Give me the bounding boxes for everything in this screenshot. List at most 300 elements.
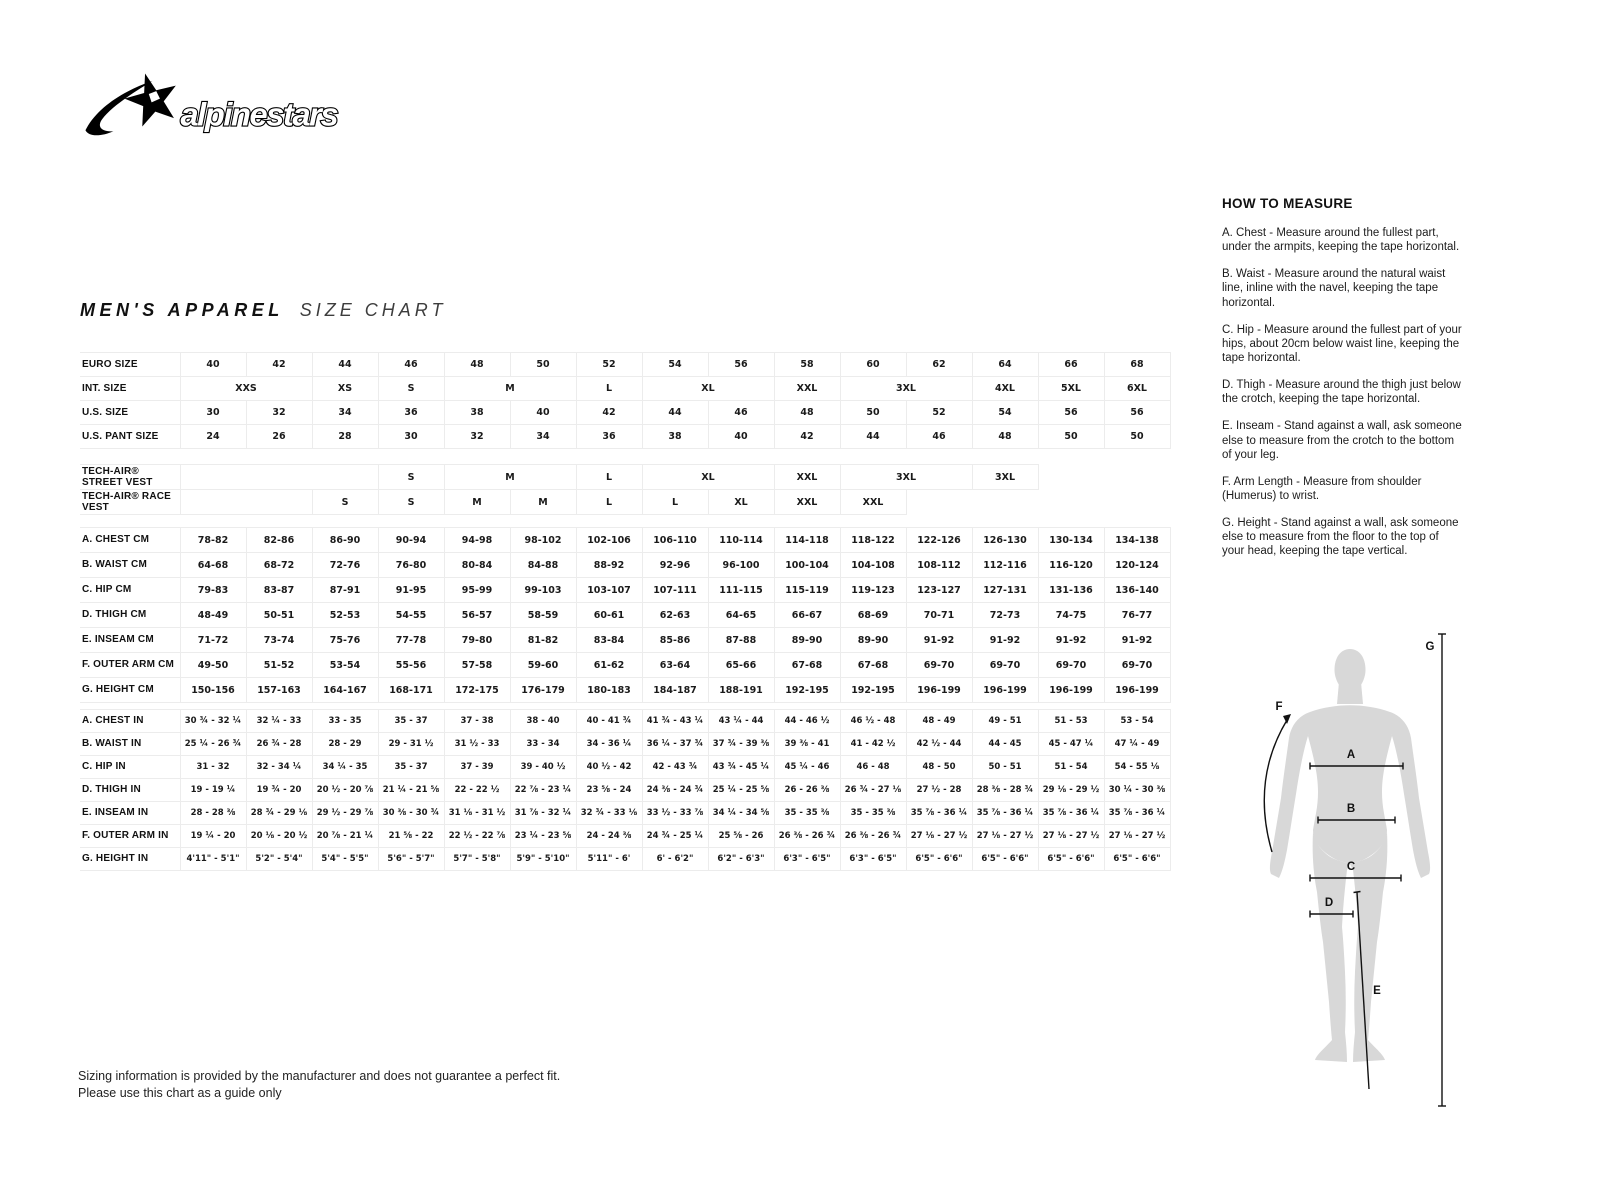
size-cell: 134-138: [1104, 528, 1170, 553]
size-cell: 47 ¼ - 49: [1104, 733, 1170, 756]
size-cell: 168-171: [378, 678, 444, 703]
row-label: F. OUTER ARM IN: [80, 825, 180, 848]
size-cell: 34 - 36 ¼: [576, 733, 642, 756]
size-cell: 102-106: [576, 528, 642, 553]
size-cell: 55-56: [378, 653, 444, 678]
measure-instruction: E. Inseam - Stand against a wall, ask someone else to measure from the crotch to the bottom of your leg.: [1222, 420, 1462, 461]
size-cell: 62-63: [642, 603, 708, 628]
size-cell: 6'5" - 6'6": [1038, 848, 1104, 871]
size-cell: 3XL: [972, 465, 1038, 490]
table-row: [80, 678, 1170, 703]
size-cell: M: [444, 490, 510, 515]
size-cell: 99-103: [510, 578, 576, 603]
size-cell: 122-126: [906, 528, 972, 553]
size-cell: S: [378, 465, 444, 490]
size-cell: 184-187: [642, 678, 708, 703]
row-label: C. HIP IN: [80, 756, 180, 779]
size-cell: 69-70: [972, 653, 1038, 678]
size-cell: 20 ½ - 20 ⅞: [312, 779, 378, 802]
size-cell: 64-65: [708, 603, 774, 628]
size-cell: 91-95: [378, 578, 444, 603]
size-cell: 5'6" - 5'7": [378, 848, 444, 871]
size-cell: 67-68: [840, 653, 906, 678]
size-cell: S: [378, 490, 444, 515]
size-cell: 70-71: [906, 603, 972, 628]
size-cell: 29 ⅛ - 29 ½: [1038, 779, 1104, 802]
size-cell: 42: [246, 353, 312, 377]
size-cell: 37 ¾ - 39 ⅜: [708, 733, 774, 756]
size-cell: 35 - 35 ⅜: [774, 802, 840, 825]
size-cell: 26 ¾ - 28: [246, 733, 312, 756]
size-cell: 48-49: [180, 603, 246, 628]
size-cell: 34: [510, 425, 576, 449]
size-cell: 43 ¼ - 44: [708, 710, 774, 733]
label-hip: C: [1346, 861, 1356, 873]
size-cell: 5'11" - 6': [576, 848, 642, 871]
size-cell: 46: [378, 353, 444, 377]
size-cell: 3XL: [840, 377, 972, 401]
size-cell: 136-140: [1104, 578, 1170, 603]
size-cell: 81-82: [510, 628, 576, 653]
alpinestars-star-icon: [85, 73, 175, 135]
size-cell: 44 - 46 ½: [774, 710, 840, 733]
size-cell: 32 ¼ - 33: [246, 710, 312, 733]
measure-instruction: C. Hip - Measure around the fullest part of your hips, about 20cm below waist line, keeping the tape horizontal.: [1222, 323, 1462, 364]
size-cell: 56-57: [444, 603, 510, 628]
size-cell: 120-124: [1104, 553, 1170, 578]
size-cell: 26: [246, 425, 312, 449]
size-cell: 83-84: [576, 628, 642, 653]
measure-instruction: F. Arm Length - Measure from shoulder (Humerus) to wrist.: [1222, 475, 1422, 502]
size-cell: 30 ¾ - 32 ¼: [180, 710, 246, 733]
size-cell: 106-110: [642, 528, 708, 553]
size-cell: 71-72: [180, 628, 246, 653]
size-cell: 77-78: [378, 628, 444, 653]
size-cell: 22 ½ - 22 ⅞: [444, 825, 510, 848]
size-cell: 33 - 34: [510, 733, 576, 756]
size-cell: 24: [180, 425, 246, 449]
size-cell: 50: [1038, 425, 1104, 449]
size-cell: L: [642, 490, 708, 515]
size-cell: 36 ¼ - 37 ¾: [642, 733, 708, 756]
size-cell: 63-64: [642, 653, 708, 678]
body-measurement-diagram: [1225, 612, 1455, 1117]
size-cell: 110-114: [708, 528, 774, 553]
size-cell: 26 ¾ - 27 ⅛: [840, 779, 906, 802]
size-cell: 130-134: [1038, 528, 1104, 553]
size-cell: 50 - 51: [972, 756, 1038, 779]
size-cell: 30: [180, 401, 246, 425]
size-cell: 25 ¼ - 26 ¾: [180, 733, 246, 756]
size-cell: 35 ⅞ - 36 ¼: [1038, 802, 1104, 825]
row-label: E. INSEAM CM: [80, 628, 180, 653]
size-cell: XXL: [774, 465, 840, 490]
size-cell: 196-199: [972, 678, 1038, 703]
size-cell: 27 ½ - 28: [906, 779, 972, 802]
row-label: E. INSEAM IN: [80, 802, 180, 825]
size-cell: 49 - 51: [972, 710, 1038, 733]
size-cell: 45 - 47 ¼: [1038, 733, 1104, 756]
size-cell: 44: [312, 353, 378, 377]
size-cell: 30 ⅜ - 30 ¾: [378, 802, 444, 825]
size-cell: 108-112: [906, 553, 972, 578]
table-row: [80, 465, 1170, 490]
size-cell: 118-122: [840, 528, 906, 553]
table-row: [80, 578, 1170, 603]
size-cell: 42: [576, 401, 642, 425]
size-cell: 29 ½ - 29 ⅞: [312, 802, 378, 825]
size-cell: 32: [246, 401, 312, 425]
size-cell: 123-127: [906, 578, 972, 603]
table-row: [80, 553, 1170, 578]
table-row: [80, 603, 1170, 628]
size-cell: 52: [576, 353, 642, 377]
empty-cell: [1038, 465, 1170, 490]
size-cell: 54: [642, 353, 708, 377]
size-cell: 5'7" - 5'8": [444, 848, 510, 871]
size-cell: 46: [708, 401, 774, 425]
size-cell: 6' - 6'2": [642, 848, 708, 871]
row-label: EURO SIZE: [80, 353, 180, 377]
size-cell: 5XL: [1038, 377, 1104, 401]
size-cell: 104-108: [840, 553, 906, 578]
size-cell: 6XL: [1104, 377, 1170, 401]
size-cell: 6'3" - 6'5": [774, 848, 840, 871]
disclaimer-line2: Please use this chart as a guide only: [78, 1085, 282, 1100]
table-row: [80, 779, 1170, 802]
table-row: [80, 825, 1170, 848]
size-cell: 69-70: [1104, 653, 1170, 678]
size-cell: 75-76: [312, 628, 378, 653]
size-cell: 37 - 39: [444, 756, 510, 779]
size-cell: 41 ¾ - 43 ¼: [642, 710, 708, 733]
size-cell: 56: [708, 353, 774, 377]
size-cell: 19 - 19 ¼: [180, 779, 246, 802]
size-cell: 27 ⅛ - 27 ½: [906, 825, 972, 848]
size-cell: 150-156: [180, 678, 246, 703]
size-cell: XL: [642, 377, 774, 401]
size-cell: 40 - 41 ¾: [576, 710, 642, 733]
size-cell: 40: [510, 401, 576, 425]
size-cell: 60-61: [576, 603, 642, 628]
table-row: [80, 401, 1170, 425]
size-cell: 39 - 40 ½: [510, 756, 576, 779]
size-cell: XL: [642, 465, 774, 490]
size-cell: 180-183: [576, 678, 642, 703]
how-to-measure-section: [1222, 196, 1464, 572]
size-cell: 157-163: [246, 678, 312, 703]
size-cell: 37 - 38: [444, 710, 510, 733]
size-cell: 43 ¾ - 45 ¼: [708, 756, 774, 779]
size-cell: 46 ½ - 48: [840, 710, 906, 733]
size-cell: 172-175: [444, 678, 510, 703]
size-cell: 35 - 37: [378, 756, 444, 779]
size-cell: 41 - 42 ½: [840, 733, 906, 756]
size-conversion-table: [80, 352, 1171, 449]
size-cell: 28: [312, 425, 378, 449]
row-label: TECH-AIR® RACE VEST: [80, 490, 180, 515]
size-cell: 36: [576, 425, 642, 449]
empty-cell: [180, 465, 378, 490]
size-cell: 25 ¼ - 25 ⅝: [708, 779, 774, 802]
size-cell: 31 ½ - 33: [444, 733, 510, 756]
size-cell: 82-86: [246, 528, 312, 553]
size-cell: 114-118: [774, 528, 840, 553]
measure-instruction: D. Thigh - Measure around the thigh just below the crotch, keeping the tape horizontal.: [1222, 379, 1461, 406]
size-cell: 22 - 22 ½: [444, 779, 510, 802]
size-cell: 23 ⅝ - 24: [576, 779, 642, 802]
size-cell: 192-195: [840, 678, 906, 703]
size-cell: 48 - 50: [906, 756, 972, 779]
size-cell: XXL: [774, 377, 840, 401]
size-cell: 119-123: [840, 578, 906, 603]
row-label: F. OUTER ARM CM: [80, 653, 180, 678]
size-cell: 33 - 35: [312, 710, 378, 733]
disclaimer-line1: Sizing information is provided by the manufacturer and does not guarantee a perfect fit.: [78, 1069, 561, 1083]
size-cell: 60: [840, 353, 906, 377]
size-cell: 54 - 55 ⅛: [1104, 756, 1170, 779]
size-cell: 5'4" - 5'5": [312, 848, 378, 871]
size-cell: 38: [642, 425, 708, 449]
row-label: INT. SIZE: [80, 377, 180, 401]
size-cell: 44: [840, 425, 906, 449]
size-cell: 4'11" - 5'1": [180, 848, 246, 871]
size-cell: 61-62: [576, 653, 642, 678]
size-cell: 50: [840, 401, 906, 425]
size-cell: XXL: [774, 490, 840, 515]
size-cell: 56: [1104, 401, 1170, 425]
size-cell: 42 ½ - 44: [906, 733, 972, 756]
size-cell: 46: [906, 425, 972, 449]
size-cell: 39 ⅜ - 41: [774, 733, 840, 756]
how-to-measure-heading: HOW TO MEASURE: [1222, 196, 1353, 211]
label-thigh: D: [1324, 897, 1334, 909]
size-cell: 85-86: [642, 628, 708, 653]
size-cell: 53 - 54: [1104, 710, 1170, 733]
size-cell: L: [576, 465, 642, 490]
size-cell: 24 - 24 ⅜: [576, 825, 642, 848]
page-title-main: MEN'S APPAREL: [80, 300, 284, 320]
row-label: B. WAIST CM: [80, 553, 180, 578]
size-cell: 48: [972, 425, 1038, 449]
size-cell: 32: [444, 425, 510, 449]
size-cell: 27 ⅛ - 27 ½: [1104, 825, 1170, 848]
row-label: C. HIP CM: [80, 578, 180, 603]
size-cell: 44 - 45: [972, 733, 1038, 756]
label-chest: A: [1346, 749, 1356, 761]
table-row: [80, 425, 1170, 449]
size-cell: 64: [972, 353, 1038, 377]
size-cell: 79-80: [444, 628, 510, 653]
size-cell: 34 ¼ - 34 ⅝: [708, 802, 774, 825]
size-cell: 91-92: [1104, 628, 1170, 653]
size-cell: 188-191: [708, 678, 774, 703]
size-cell: 48: [774, 401, 840, 425]
size-cell: 28 ¾ - 29 ⅛: [246, 802, 312, 825]
table-row: [80, 490, 1170, 515]
disclaimer: [78, 1068, 560, 1102]
label-height: G: [1425, 641, 1435, 653]
size-cell: 126-130: [972, 528, 1038, 553]
size-cell: 27 ⅛ - 27 ½: [1038, 825, 1104, 848]
size-cell: 91-92: [906, 628, 972, 653]
size-cell: 54: [972, 401, 1038, 425]
table-row: [80, 377, 1170, 401]
size-cell: 87-88: [708, 628, 774, 653]
size-cell: 103-107: [576, 578, 642, 603]
size-cell: 40: [708, 425, 774, 449]
row-label: D. THIGH IN: [80, 779, 180, 802]
size-cell: 53-54: [312, 653, 378, 678]
size-cell: 72-73: [972, 603, 1038, 628]
how-to-measure-list: [1222, 226, 1464, 559]
size-cell: 196-199: [906, 678, 972, 703]
table-row: [80, 710, 1170, 733]
size-cell: 31 - 32: [180, 756, 246, 779]
size-cell: 6'2" - 6'3": [708, 848, 774, 871]
size-cell: 89-90: [774, 628, 840, 653]
size-cell: 31 ⅞ - 32 ¼: [510, 802, 576, 825]
size-cell: 42 - 43 ¾: [642, 756, 708, 779]
size-cell: 38: [444, 401, 510, 425]
size-cell: 51 - 54: [1038, 756, 1104, 779]
page-title: [80, 300, 446, 321]
size-cell: 5'2" - 5'4": [246, 848, 312, 871]
size-cell: 24 ¾ - 25 ¼: [642, 825, 708, 848]
size-cell: 32 ¾ - 33 ⅛: [576, 802, 642, 825]
table-row: [80, 802, 1170, 825]
size-cell: 35 ⅞ - 36 ¼: [1104, 802, 1170, 825]
size-cell: 35 ⅞ - 36 ¼: [906, 802, 972, 825]
size-cell: 6'5" - 6'6": [906, 848, 972, 871]
size-cell: 73-74: [246, 628, 312, 653]
size-cell: 79-83: [180, 578, 246, 603]
size-cell: 3XL: [840, 465, 972, 490]
size-cell: 52: [906, 401, 972, 425]
row-label: G. HEIGHT CM: [80, 678, 180, 703]
size-cell: 27 ⅛ - 27 ½: [972, 825, 1038, 848]
size-cell: XXS: [180, 377, 312, 401]
measure-instruction: G. Height - Stand against a wall, ask someone else to measure from the floor to the top of your head, keeping the tape vertical.: [1222, 517, 1459, 558]
row-label: B. WAIST IN: [80, 733, 180, 756]
size-cell: XL: [708, 490, 774, 515]
size-cell: 98-102: [510, 528, 576, 553]
table-row: [80, 653, 1170, 678]
size-cell: 42: [774, 425, 840, 449]
size-cell: 50: [1104, 425, 1170, 449]
row-label: D. THIGH CM: [80, 603, 180, 628]
size-cell: 35 - 37: [378, 710, 444, 733]
size-cell: 95-99: [444, 578, 510, 603]
size-cell: 45 ¼ - 46: [774, 756, 840, 779]
size-cell: 24 ⅜ - 24 ¾: [642, 779, 708, 802]
table-row: [80, 353, 1170, 377]
size-cell: XS: [312, 377, 378, 401]
size-cell: 48 - 49: [906, 710, 972, 733]
size-cell: 28 ⅜ - 28 ¾: [972, 779, 1038, 802]
size-cell: 50: [510, 353, 576, 377]
table-row: [80, 733, 1170, 756]
size-cell: 68-69: [840, 603, 906, 628]
size-cell: 56: [1038, 401, 1104, 425]
size-cell: 68: [1104, 353, 1170, 377]
size-cell: 78-82: [180, 528, 246, 553]
size-cell: 58-59: [510, 603, 576, 628]
row-label: A. CHEST CM: [80, 528, 180, 553]
size-cell: 92-96: [642, 553, 708, 578]
size-cell: 30: [378, 425, 444, 449]
size-cell: 69-70: [906, 653, 972, 678]
size-cell: 66-67: [774, 603, 840, 628]
size-cell: 65-66: [708, 653, 774, 678]
size-cell: 115-119: [774, 578, 840, 603]
size-cell: 33 ½ - 33 ⅞: [642, 802, 708, 825]
size-cell: 80-84: [444, 553, 510, 578]
size-cell: 131-136: [1038, 578, 1104, 603]
size-cell: 40: [180, 353, 246, 377]
size-cell: 90-94: [378, 528, 444, 553]
size-cell: 21 ⅝ - 22: [378, 825, 444, 848]
size-cell: 34: [312, 401, 378, 425]
row-label: U.S. PANT SIZE: [80, 425, 180, 449]
size-cell: 5'9" - 5'10": [510, 848, 576, 871]
size-cell: L: [576, 490, 642, 515]
size-cell: 111-115: [708, 578, 774, 603]
size-cell: 74-75: [1038, 603, 1104, 628]
size-cell: 26 ⅜ - 26 ¾: [840, 825, 906, 848]
table-row: [80, 848, 1170, 871]
size-cell: 52-53: [312, 603, 378, 628]
size-cell: 32 - 34 ¼: [246, 756, 312, 779]
size-cell: 26 - 26 ⅜: [774, 779, 840, 802]
size-cell: 86-90: [312, 528, 378, 553]
logo-wordmark: alpinestars: [180, 95, 338, 133]
size-cell: 19 ¼ - 20: [180, 825, 246, 848]
size-cell: 176-179: [510, 678, 576, 703]
size-cell: 96-100: [708, 553, 774, 578]
size-cell: 20 ⅛ - 20 ½: [246, 825, 312, 848]
size-cell: 76-77: [1104, 603, 1170, 628]
size-cell: 46 - 48: [840, 756, 906, 779]
size-cell: 116-120: [1038, 553, 1104, 578]
size-cell: S: [378, 377, 444, 401]
size-cell: 88-92: [576, 553, 642, 578]
size-cell: 164-167: [312, 678, 378, 703]
size-cell: 6'3" - 6'5": [840, 848, 906, 871]
size-cell: XXL: [840, 490, 906, 515]
size-cell: 91-92: [1038, 628, 1104, 653]
size-cell: M: [444, 377, 576, 401]
empty-cell: [180, 490, 312, 515]
size-cell: 29 - 31 ½: [378, 733, 444, 756]
size-cell: 30 ¼ - 30 ⅜: [1104, 779, 1170, 802]
size-cell: 6'5" - 6'6": [972, 848, 1038, 871]
size-cell: 57-58: [444, 653, 510, 678]
table-row: [80, 528, 1170, 553]
size-cell: 58: [774, 353, 840, 377]
size-cell: 72-76: [312, 553, 378, 578]
tech-air-vest-table: [80, 464, 1170, 515]
size-cell: 59-60: [510, 653, 576, 678]
size-cell: L: [576, 377, 642, 401]
size-cell: 66: [1038, 353, 1104, 377]
size-cell: 51-52: [246, 653, 312, 678]
size-cell: 48: [444, 353, 510, 377]
size-cell: 68-72: [246, 553, 312, 578]
size-cell: 62: [906, 353, 972, 377]
size-cell: 38 - 40: [510, 710, 576, 733]
measurements-cm-table: [80, 527, 1171, 703]
